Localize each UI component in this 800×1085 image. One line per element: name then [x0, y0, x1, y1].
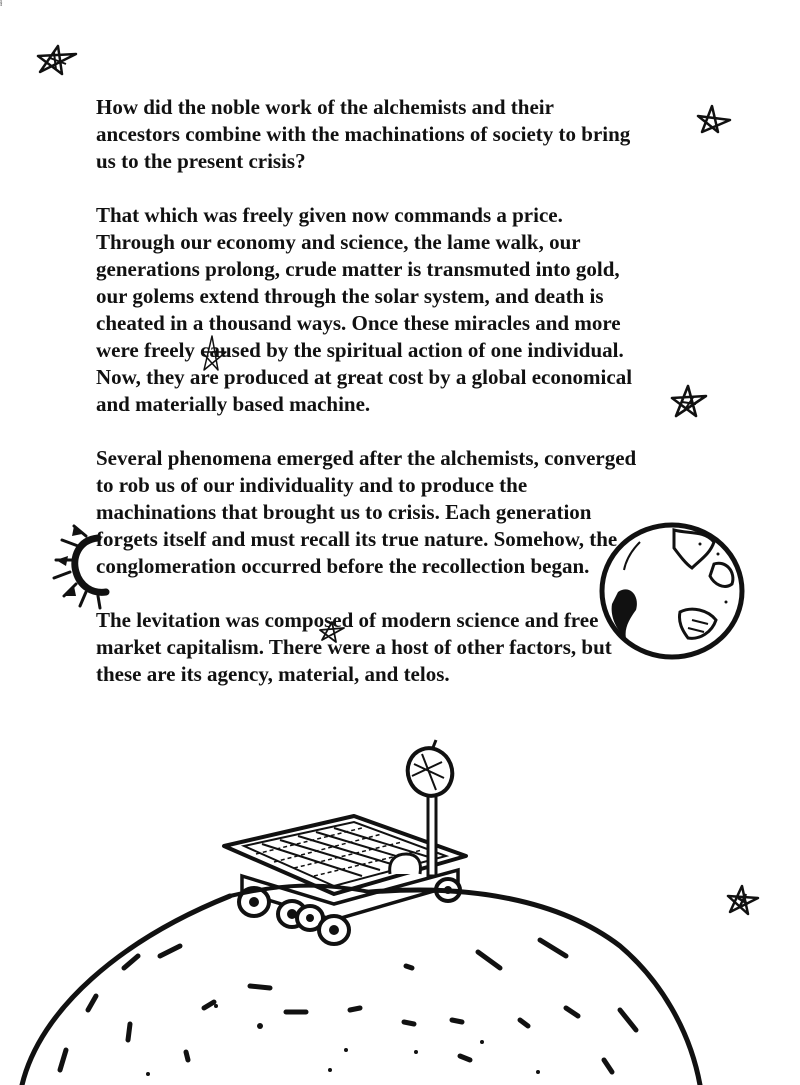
earth-icon — [596, 520, 748, 662]
star-icon — [200, 334, 230, 374]
moon-surface-icon — [0, 860, 800, 1085]
star-icon — [670, 384, 710, 420]
star-icon — [318, 620, 348, 644]
paragraph: The levitation was composed of modern science and free market capitalism. There were a host of other factors, but these are its agency, material, and telos. — [96, 608, 612, 686]
sun-icon — [52, 524, 122, 608]
star-icon — [696, 104, 734, 136]
paragraph: Several phenomena emerged after the alchemists, converged to rob us of our individuality and to produce the machinations that brought us to crisis. Each generation forgets itself and must recall its true nature. Somehow, the conglomeration occurred before the recollection began. — [96, 446, 637, 578]
paragraph: How did the noble work of the alchemists and their ancestors combine with the machinations of society to bring us to the present crisis? — [96, 95, 631, 173]
star-icon — [36, 42, 80, 78]
corner-mark: ɫ — [0, 0, 3, 8]
paragraph: That which was freely given now commands a price. Through our economy and science, the lame walk, our generations prolong, crude matter is transmuted into gold, our golems extend through the solar system, and death is cheated in a thousand ways. Once these miracles and more were freely caused by the spiritual action of one individual. Now, they are produced at great cost by a global economical and materially based machine. — [96, 203, 633, 416]
